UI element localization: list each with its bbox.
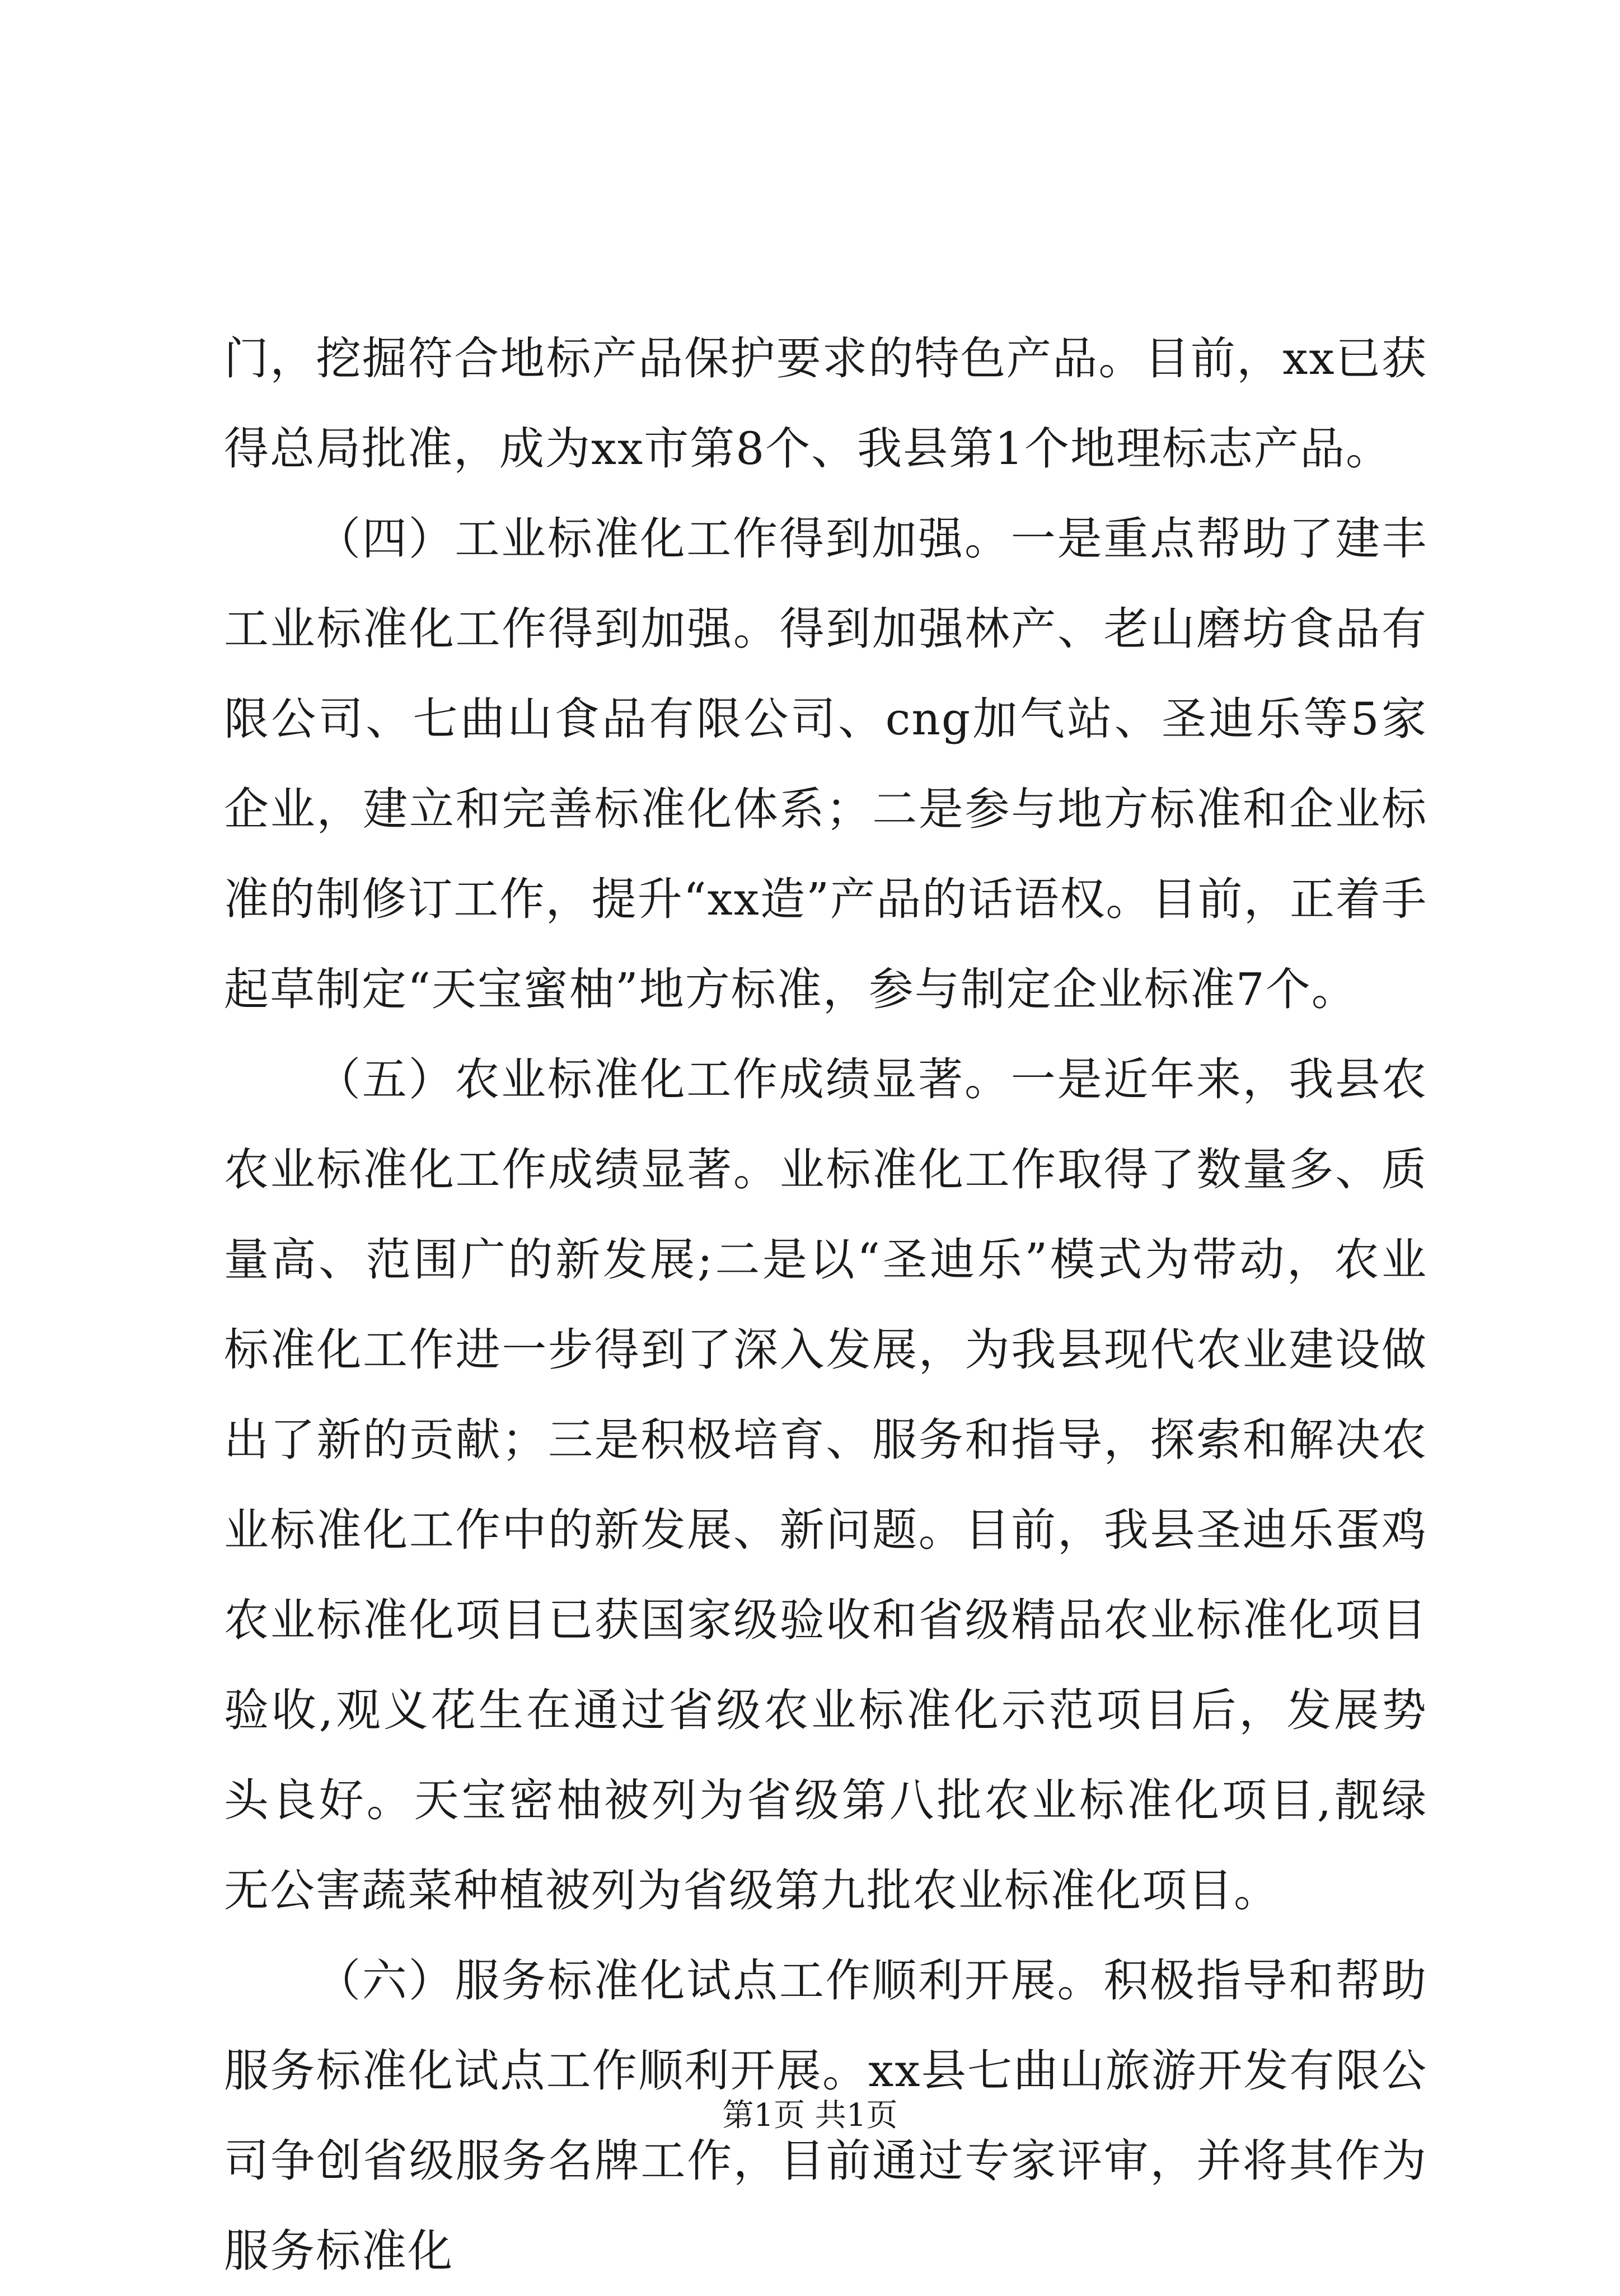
document-body: [224, 313, 1427, 2296]
paragraph-continuation: 门，挖掘符合地标产品保护要求的特色产品。目前，xx已获得总局批准，成为xx市第8个、我县第1个地理标志产品。: [224, 332, 1427, 475]
paragraph-service-standardization: （六）服务标准化试点工作顺利开展。积极指导和帮助服务标准化试点工作顺利开展。xx县七曲山旅游开发有限公司争创省级服务名牌工作，目前通过专家评审，并将其作为服务标准化: [224, 1955, 1427, 2277]
paragraph-industrial-standardization: （四）工业标准化工作得到加强。一是重点帮助了建丰工业标准化工作得到加强。得到加强林产、老山磨坊食品有限公司、七曲山食品有限公司、cng加气站、圣迪乐等5家企业，建立和完善标准化体系；二是参与地方标准和企业标准的制修订工作，提升“xx造”产品的话语权。目前，正着手起草制定“天宝蜜柚”地方标准，参与制定企业标准7个。: [224, 513, 1427, 1015]
page-number-footer: 第1页 共1页: [722, 2097, 898, 2134]
paragraph-agricultural-standardization: （五）农业标准化工作成绩显著。一是近年来，我县农农业标准化工作成绩显著。业标准化工作取得了数量多、质量高、范围广的新发展;二是以“圣迪乐”模式为带动，农业标准化工作进一步得到了深入发展，为我县现代农业建设做出了新的贡献；三是积极培育、服务和指导，探索和解决农业标准化工作中的新发展、新问题。目前，我县圣迪乐蛋鸡农业标准化项目已获国家级验收和省级精品农业标准化项目验收,观义花生在通过省级农业标准化示范项目后，发展势头良好。天宝密柚被列为省级第八批农业标准化项目,靓绿无公害蔬菜种植被列为省级第九批农业标准化项目。: [224, 1053, 1427, 1917]
